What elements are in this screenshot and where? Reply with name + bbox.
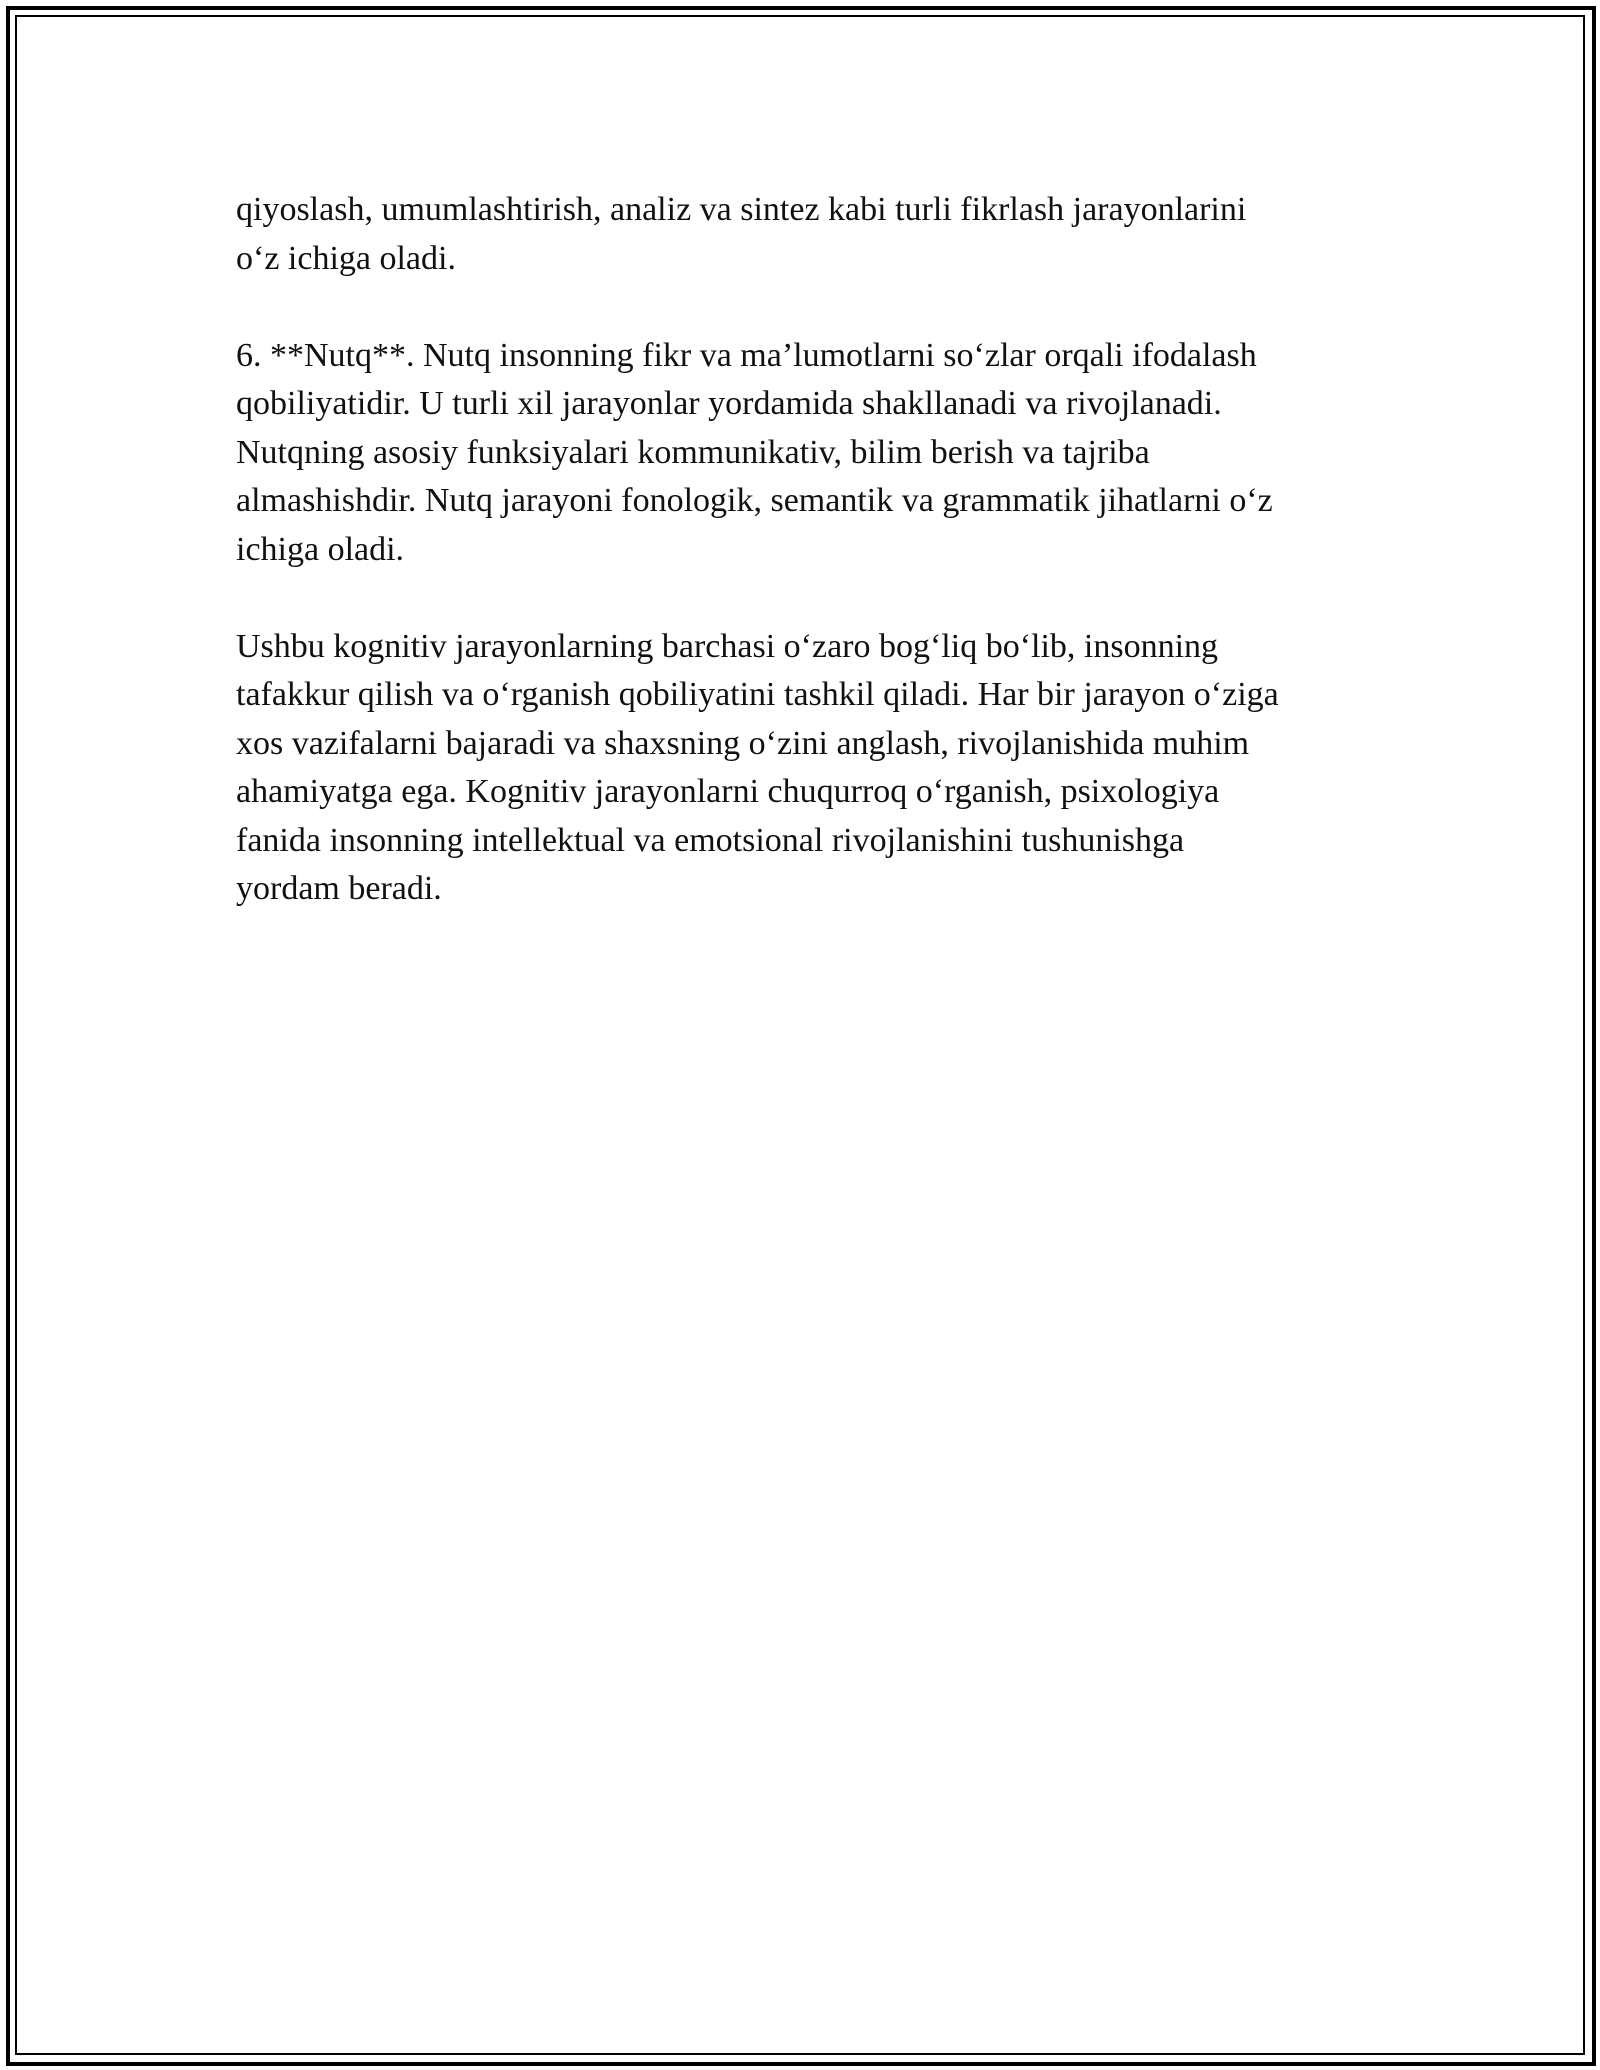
text-line: ahamiyatga ega. Kognitiv jarayonlarni chuqurroq o‘rganish, psixologiya (236, 773, 1220, 810)
paragraph-conclusion (236, 623, 1376, 914)
text-line: xos vazifalarni bajaradi va shaxsning o‘zini anglash, rivojlanishida muhim (236, 724, 1250, 762)
text-line: Nutqning asosiy funksiyalari kommunikativ, bilim berish va tajriba (236, 433, 1150, 471)
text-line: 6. **Nutq**. Nutq insonning fikr va ma’lumotlarni so‘zlar orqali ifodalash (236, 336, 1257, 374)
text-line: tafakkur qilish va o‘rganish qobiliyatini tashkil qiladi. Har bir jarayon o‘ziga (236, 676, 1279, 713)
text-line: fanida insonning intellektual va emotsional rivojlanishini tushunishga (236, 821, 1185, 859)
text-line: yordam beradi. (236, 870, 442, 907)
text-line: qobiliyatidir. U turli xil jarayonlar yordamida shakllanadi va rivojlanadi. (236, 385, 1222, 422)
text-line: o‘z ichiga oladi. (236, 239, 456, 277)
text-line: ichiga oladi. (236, 530, 405, 568)
paragraph-speech (236, 332, 1376, 575)
paragraph-thinking-continuation (236, 186, 1376, 283)
text-line: Ushbu kognitiv jarayonlarning barchasi o‘zaro bog‘liq bo‘lib, insonning (236, 627, 1219, 665)
text-line: almashishdir. Nutq jarayoni fonologik, semantik va grammatik jihatlarni o‘z (236, 482, 1273, 519)
text-line: qiyoslash, umumlashtirish, analiz va sintez kabi turli fikrlash jarayonlarini (236, 191, 1247, 228)
document-body (236, 186, 1376, 962)
